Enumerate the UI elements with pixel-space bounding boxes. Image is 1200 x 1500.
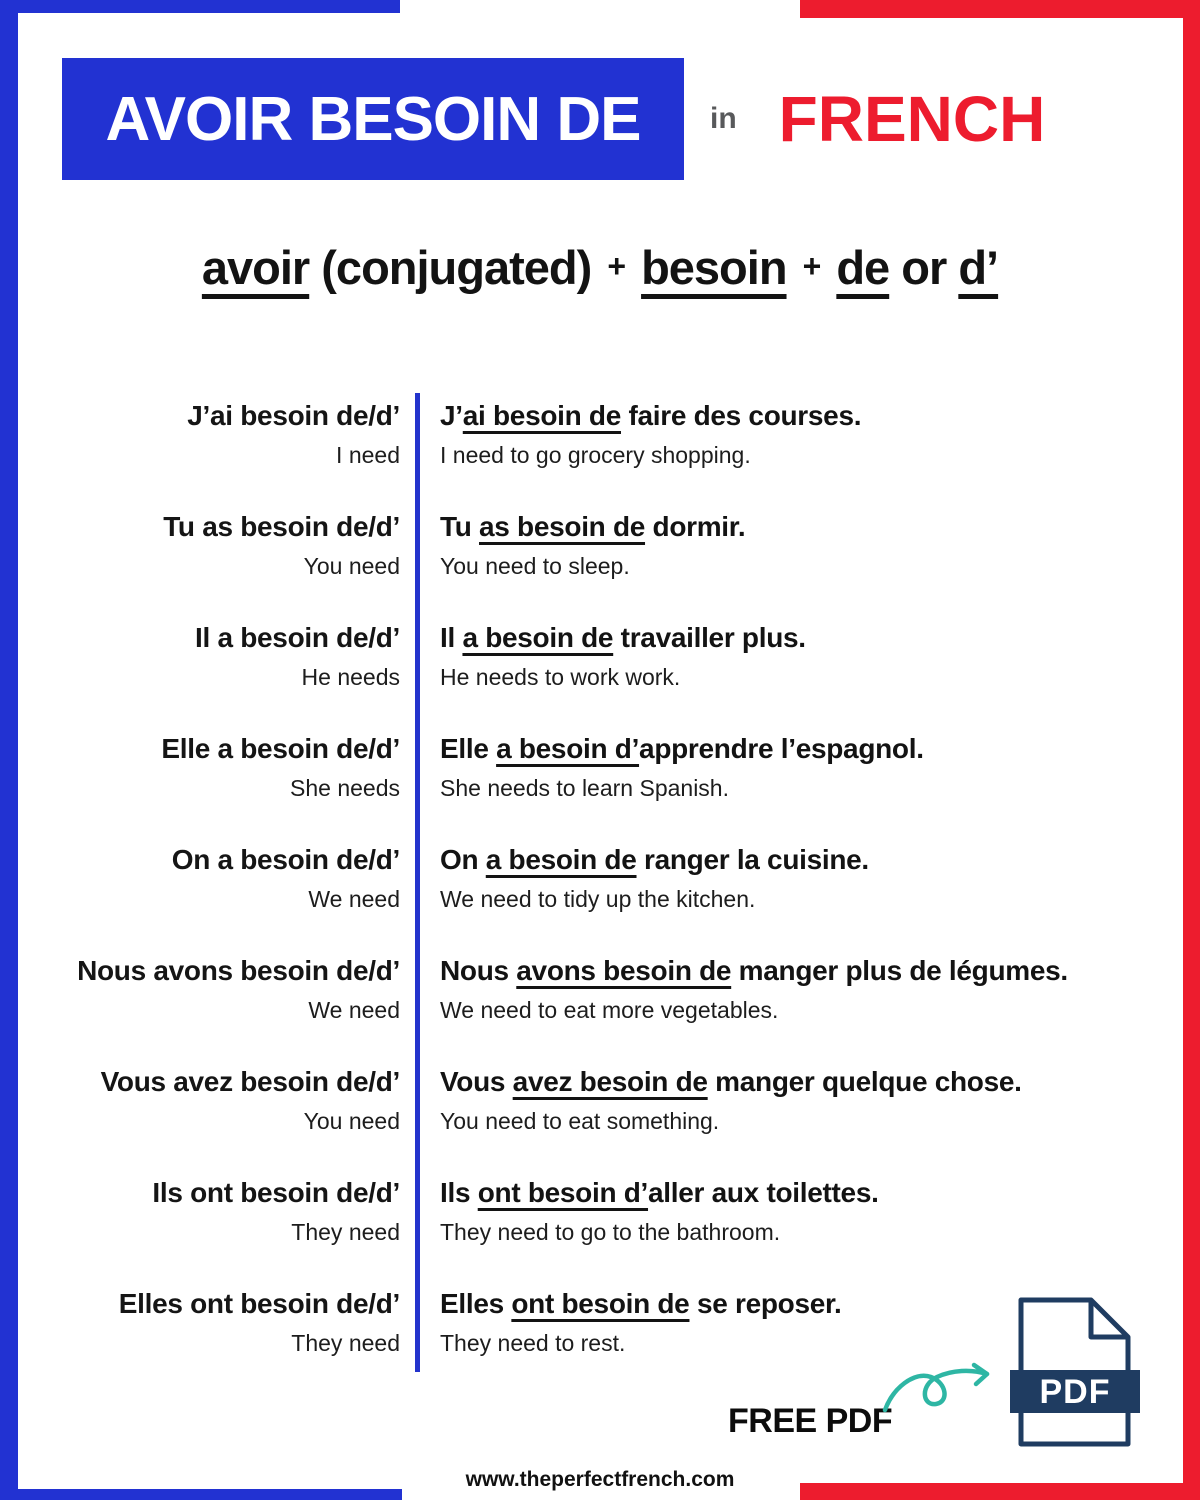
pronoun-cell (70, 843, 400, 913)
pronoun: Elle a besoin de/d’ (161, 733, 400, 764)
text-segment: aller aux toilettes. (648, 1177, 879, 1208)
example-cell (440, 843, 1130, 913)
example-translation: You need to sleep. (440, 553, 630, 579)
page-title: AVOIR BESOIN DE (105, 84, 641, 154)
example-translation: She needs to learn Spanish. (440, 775, 729, 801)
pronoun-cell (70, 1065, 400, 1135)
language-word: FRENCH (778, 83, 1046, 155)
pronoun-cell (70, 732, 400, 802)
example-sentence (440, 732, 1130, 766)
free-pdf-label[interactable]: FREE PDF (728, 1402, 893, 1440)
vertical-divider (415, 393, 420, 1372)
connector-word: in (710, 102, 737, 135)
example-sentence (440, 399, 1130, 433)
pronoun-cell (70, 510, 400, 580)
formula (0, 240, 1200, 295)
pronoun-translation: She needs (290, 775, 400, 801)
text-segment: or (889, 241, 959, 294)
example-sentence (440, 621, 1130, 655)
pronoun: Ils ont besoin de/d’ (152, 1177, 400, 1208)
example-translation: We need to eat more vegetables. (440, 997, 779, 1023)
underlined-phrase: ont besoin d’ (477, 1177, 649, 1208)
pronoun-translation: We need (308, 886, 400, 912)
frame-right-red (1183, 0, 1200, 1500)
example-translation: They need to rest. (440, 1330, 626, 1356)
example-translation: I need to go grocery shopping. (440, 442, 751, 468)
table-row (70, 621, 1130, 732)
text-segment: apprendre l’espagnol. (639, 733, 924, 764)
example-translation: He needs to work work. (440, 664, 681, 690)
example-cell (440, 399, 1130, 469)
text-segment: + (607, 248, 625, 284)
pronoun-cell (70, 621, 400, 691)
pronoun-cell (70, 399, 400, 469)
example-sentence (440, 510, 1130, 544)
underlined-phrase: a besoin de (485, 844, 637, 875)
underlined-phrase: as besoin de (479, 511, 646, 542)
text-segment: Elles (440, 1288, 512, 1319)
pronoun-translation: You need (303, 553, 400, 579)
pronoun-translation: We need (308, 997, 400, 1023)
pronoun: Elles ont besoin de/d’ (118, 1288, 400, 1319)
pronoun: On a besoin de/d’ (171, 844, 400, 875)
text-segment: ranger la cuisine. (636, 844, 869, 875)
example-sentence (440, 1176, 1130, 1210)
pronoun-cell (70, 954, 400, 1024)
example-cell (440, 510, 1130, 580)
underlined-phrase: a besoin d’ (496, 733, 640, 764)
underlined-phrase: ont besoin de (511, 1288, 690, 1319)
text-segment: Tu (440, 511, 480, 542)
header (62, 58, 1045, 180)
pronoun-translation: I need (336, 442, 400, 468)
table-row (70, 843, 1130, 954)
text-segment: Nous (440, 955, 517, 986)
underlined-phrase: a besoin de (462, 622, 614, 653)
text-segment: manger plus de légumes. (731, 955, 1068, 986)
pronoun-cell (70, 1176, 400, 1246)
underlined-phrase: avoir (201, 241, 310, 294)
text-segment: + (802, 248, 821, 284)
example-cell (440, 1065, 1130, 1135)
website-url[interactable]: www.theperfectfrench.com (465, 1468, 735, 1491)
pronoun: Il a besoin de/d’ (195, 622, 400, 653)
pronoun: Tu as besoin de/d’ (163, 511, 400, 542)
frame-top-red (800, 0, 1200, 18)
pronoun-translation: They need (291, 1219, 400, 1245)
frame-left-blue (0, 0, 18, 1500)
text-segment (824, 241, 836, 294)
example-translation: We need to tidy up the kitchen. (440, 886, 756, 912)
text-segment: J’ (440, 400, 463, 431)
example-sentence (440, 1065, 1130, 1099)
text-segment (787, 241, 799, 294)
text-segment: On (440, 844, 486, 875)
underlined-phrase: avons besoin de (516, 955, 732, 986)
pronoun-translation: He needs (301, 664, 400, 690)
pronoun: Nous avons besoin de/d’ (77, 955, 400, 986)
example-cell (440, 732, 1130, 802)
title-banner (62, 58, 684, 180)
underlined-phrase: besoin (641, 241, 787, 294)
example-cell (440, 954, 1130, 1024)
text-segment (629, 241, 641, 294)
example-translation: They need to go to the bathroom. (440, 1219, 781, 1245)
text-segment: se reposer. (689, 1288, 842, 1319)
curly-arrow-icon (878, 1352, 1008, 1418)
frame-top-blue (0, 0, 400, 13)
pdf-file-icon[interactable] (1003, 1296, 1145, 1448)
table-row (70, 732, 1130, 843)
example-sentence (440, 954, 1130, 988)
pronoun: J’ai besoin de/d’ (187, 400, 400, 431)
example-cell (440, 621, 1130, 691)
underlined-phrase: d’ (958, 241, 999, 294)
text-segment: Vous (440, 1066, 513, 1097)
text-segment: manger quelque chose. (707, 1066, 1022, 1097)
table-row (70, 510, 1130, 621)
pronoun-translation: They need (291, 1330, 400, 1356)
text-segment: Elle (440, 733, 497, 764)
table-row (70, 399, 1130, 510)
text-segment: (conjugated) (309, 241, 604, 294)
conjugation-table (70, 399, 1130, 1398)
pronoun: Vous avez besoin de/d’ (100, 1066, 400, 1097)
table-row (70, 1176, 1130, 1287)
example-sentence (440, 843, 1130, 877)
text-segment: travailler plus. (613, 622, 806, 653)
text-segment: dormir. (645, 511, 746, 542)
example-translation: You need to eat something. (440, 1108, 720, 1134)
pronoun-translation: You need (303, 1108, 400, 1134)
pronoun-cell (70, 1287, 400, 1357)
text-segment: Il (440, 622, 463, 653)
underlined-phrase: ai besoin de (462, 400, 621, 431)
pdf-icon-label: PDF (1039, 1373, 1111, 1411)
text-segment: faire des courses. (621, 400, 862, 431)
text-segment: Ils (440, 1177, 478, 1208)
table-row (70, 1065, 1130, 1176)
underlined-phrase: de (836, 241, 890, 294)
example-cell (440, 1176, 1130, 1246)
underlined-phrase: avez besoin de (512, 1066, 708, 1097)
table-row (70, 954, 1130, 1065)
